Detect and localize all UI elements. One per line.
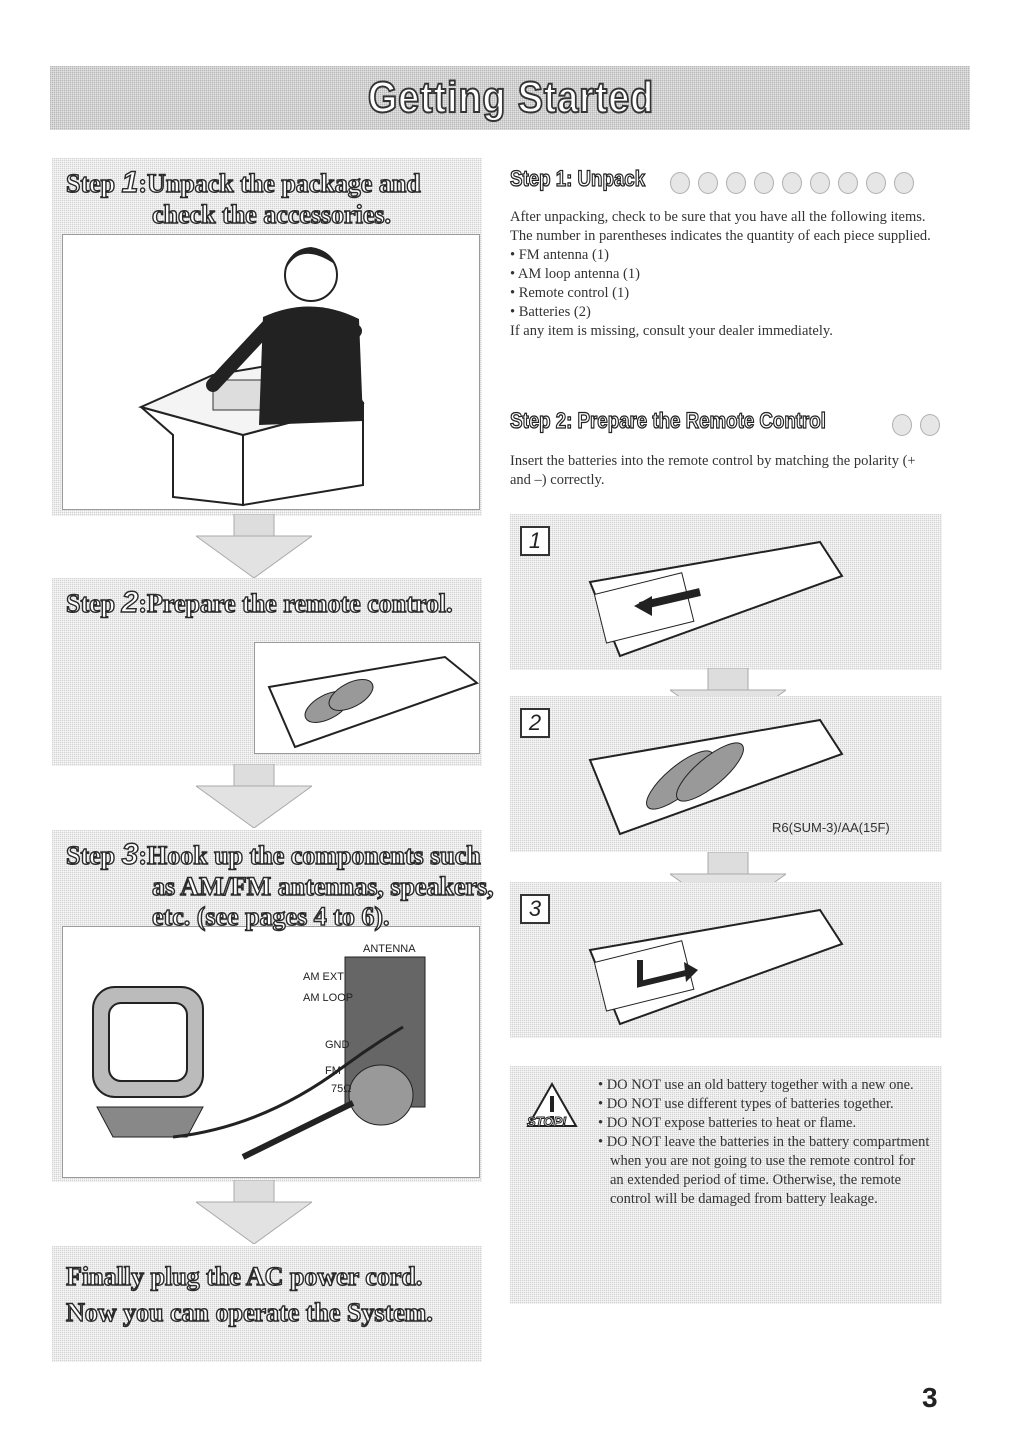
step2-illustration-frame xyxy=(254,642,480,754)
step3-heading-line3: etc. (see pages 4 to 6). xyxy=(152,902,390,931)
final-line2: Now you can operate the System. xyxy=(66,1298,433,1327)
item: • Batteries (2) xyxy=(510,304,591,320)
step1-illustration-frame xyxy=(62,234,480,510)
page-number: 3 xyxy=(922,1382,938,1413)
step1-heading-line2: check the accessories. xyxy=(152,200,391,229)
label-fm: FM xyxy=(325,1065,341,1077)
remote-open-icon xyxy=(580,532,850,662)
decorative-dots xyxy=(670,172,922,199)
section1-intro: After unpacking, check to be sure that you have all the following items. The number in parentheses indicates the quantity of each piece supplied. xyxy=(510,209,931,244)
step3-illustration-frame xyxy=(62,926,480,1178)
caution-item: • DO NOT expose batteries to heat or flame. xyxy=(598,1115,857,1131)
antenna-illustration xyxy=(63,927,479,1177)
step2-number: 2 xyxy=(121,586,139,619)
stop-badge: STOP! xyxy=(527,1114,567,1129)
figure1-number: 1 xyxy=(520,526,550,556)
caution-item: • DO NOT use an old battery together with a new one. xyxy=(598,1077,914,1093)
item: • AM loop antenna (1) xyxy=(510,266,640,282)
section1-note: If any item is missing, consult your dealer immediately. xyxy=(510,323,833,339)
section1-header xyxy=(510,166,960,200)
caution-list xyxy=(598,1076,930,1209)
section1-heading: Step 1: Unpack xyxy=(510,166,646,191)
remote-battery-illustration xyxy=(255,643,479,753)
down-arrow-icon xyxy=(196,514,312,578)
item: • FM antenna (1) xyxy=(510,247,609,263)
step2-heading: Step 2:Prepare the remote control. xyxy=(66,586,453,619)
caution-item: • DO NOT use different types of batteries together. xyxy=(598,1096,894,1112)
figure1-panel xyxy=(510,514,942,670)
battery-type-label: R6(SUM-3)/AA(15F) xyxy=(772,820,890,835)
item: • Remote control (1) xyxy=(510,285,630,301)
label-75ohm: 75Ω xyxy=(331,1083,352,1095)
label-gnd: GND xyxy=(325,1039,350,1051)
person-box-illustration xyxy=(63,235,479,509)
step1-heading: Step 1:Unpack the package and xyxy=(66,166,421,199)
figure2-panel xyxy=(510,696,942,852)
label-am-loop: AM LOOP xyxy=(303,992,354,1004)
down-arrow-icon xyxy=(196,1180,312,1244)
step3-heading-line2: as AM/FM antennas, speakers, xyxy=(152,872,494,901)
down-arrow-icon xyxy=(196,764,312,828)
figure3-panel xyxy=(510,882,942,1038)
section2-text: Insert the batteries into the remote control by matching the polarity (+ and –) correctly. xyxy=(510,453,916,488)
page-title: Getting Started xyxy=(367,73,655,122)
step3-heading: Step 3:Hook up the components such xyxy=(66,838,481,871)
step1-number: 1 xyxy=(121,166,139,199)
decorative-dots xyxy=(892,414,948,441)
step3-number: 3 xyxy=(121,838,139,871)
label-am-ext: AM EXT xyxy=(303,971,344,983)
figure2-number: 2 xyxy=(520,708,550,738)
remote-close-icon xyxy=(580,900,850,1030)
figure3-number: 3 xyxy=(520,894,550,924)
section2-heading: Step 2: Prepare the Remote Control xyxy=(510,408,826,433)
section2-header xyxy=(510,408,960,442)
final-line1: Finally plug the AC power cord. xyxy=(66,1262,423,1291)
label-antenna: ANTENNA xyxy=(363,943,416,955)
section1-body xyxy=(510,208,940,341)
caution-item: • DO NOT leave the batteries in the battery compartment when you are not going to use the remote control for an extended period of time. Otherwise, the remote control will be damaged from battery leakage. xyxy=(598,1134,930,1207)
